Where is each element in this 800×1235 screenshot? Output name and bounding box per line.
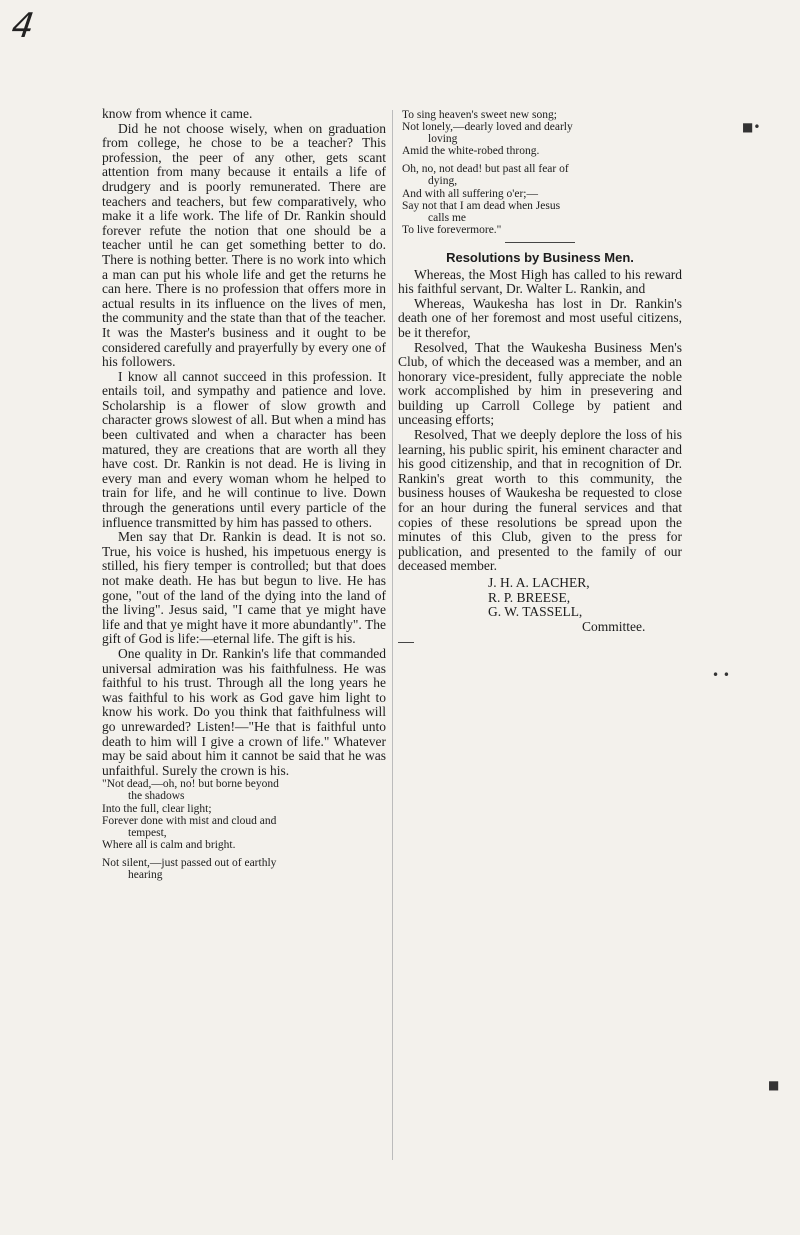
paragraph: One quality in Dr. Rankin's life that commanded universal admiration was his faithfulness. He was faithful to his trust. Through all the long years he was faithful to his work as God gave him light to know his work. Do you think that faithfulness will go unrewarded? Listen!—"He that is faithful unto death to him will I give a crown of life." Whatever may be said about him it cannot be said that he was unfaithful. Surely the crown is his. [102,645,386,778]
poem-line: Where all is calm and bright. [102,838,236,851]
column-divider [392,110,393,1160]
margin-mark: ■ [768,1078,780,1092]
poem-line: Oh, no, not dead! but past all fear of [402,163,569,176]
poem-line: To sing heaven's sweet new song; [402,109,557,121]
resolutions [398,268,682,574]
poem-stanza [402,163,682,236]
right-column [398,109,682,643]
paragraph: I know all cannot succeed in this profession. It entails toil, and sympathy and patience and love. Scholarship is a flower of slow growth and character grows slowest of all. But when a mind has been cultivated and when a character has been matured, they are creations that are worth all they have cost. Dr. Rankin is not dead. He is living in every man and every woman whom he helped to train for life, and he will continue to live. Down through the generations until every particle of the influence transmitted by him has passed to others. [102,368,386,530]
poem-line: calls me [428,211,466,224]
poem-stanza [102,778,386,851]
poem-line: And with all suffering o'er;— [402,187,539,200]
margin-mark: • • [712,668,730,682]
poem-line: dying, [428,175,458,188]
signatory: G. W. TASSELL, [488,604,583,620]
poem-line: hearing [128,868,163,881]
resolution-paragraph: Whereas, the Most High has called to his reward his faithful servant, Dr. Walter L. Rankin, and [398,266,682,297]
poem-line: Into the full, clear light; [102,802,212,815]
poem-line: Not lonely,—dearly loved and dearly [402,121,573,134]
paragraph: Did he not choose wisely, when on graduation from college, he chose to be a teacher? This profession, the peer of any other, gets scant attention from many because it entails a life of drudgery and is poorly remunerated. There are teachers and teachers, but few comparatively, who make it a life work. The life of Dr. Rankin should forever refute the notion that one should be a teacher until he can get something better to do. There is nothing better. There is no work into which a man can put his whole life and get the returns he can here. There is no profession that offers more in actual results in its influence on the lives of men, the community and the state than that of the teacher. It was the Master's business and it ought to be considered carefully and prayerfully by every one of his followers. [102,120,386,370]
poem-line: Not silent,—just passed out of earthly [102,856,277,869]
margin-mark: ■• [742,120,761,134]
left-column [102,107,386,887]
poem-left [102,778,386,881]
poem-line: Forever done with mist and cloud and [102,814,277,827]
poem-line: tempest, [128,826,167,839]
poem-line: Say not that I am dead when Jesus [402,199,561,212]
resolution-paragraph: Resolved, That we deeply deplore the loss of his learning, his public spirit, his eminent character and his good citizenship, and that in recognition of Dr. Rankin's great worth to this community, the business houses of Waukesha be requested to close for an hour during the funeral services and that copies of these resolutions be spread upon the minutes of this Club, given to the press for publication, and presented to the family of our deceased member. [398,427,682,574]
signatures [398,576,682,634]
signatory: J. H. A. LACHER, [488,575,590,590]
poem-line: Amid the white-robed throng. [402,145,540,158]
poem-line: To live forevermore." [402,223,502,236]
poem-right [398,109,682,236]
poem-stanza [402,109,682,157]
poem-stanza [102,857,386,881]
section-heading: Resolutions by Business Men. [446,249,634,265]
poem-line: the shadows [128,790,185,803]
left-paragraphs [102,107,386,778]
poem-line: loving [428,133,458,146]
section-divider [505,242,575,243]
resolution-paragraph: Whereas, Waukesha has lost in Dr. Rankin's death one of her foremost and most useful citizens, be it therefor, [398,295,682,340]
resolution-paragraph: Resolved, That the Waukesha Business Men's Club, of which the deceased was a member, and an honorary vice-president, fully appreciate the noble work accomplished by him in presevering and building up Carroll College by patient and unceasing efforts; [398,339,682,428]
page-number: 4 [9,6,37,46]
paragraph: know from whence it came. [102,106,253,121]
end-rule [398,642,414,643]
signatory: R. P. BREESE, [488,589,571,605]
paragraph: Men say that Dr. Rankin is dead. It is not so. True, his voice is hushed, his impetuous energy is stilled, his fiery temper is controlled; but that does not make death. He has but begun to live. He has gone, "out of the land of the dying into the land of the living". Jesus said, "I came that ye might have life and that ye might have it more abundantly". The gift of God is life:—eternal life. The gift is his. [102,529,386,647]
committee-label: Committee. [582,618,646,634]
poem-line: "Not dead,—oh, no! but borne beyond [102,778,279,791]
